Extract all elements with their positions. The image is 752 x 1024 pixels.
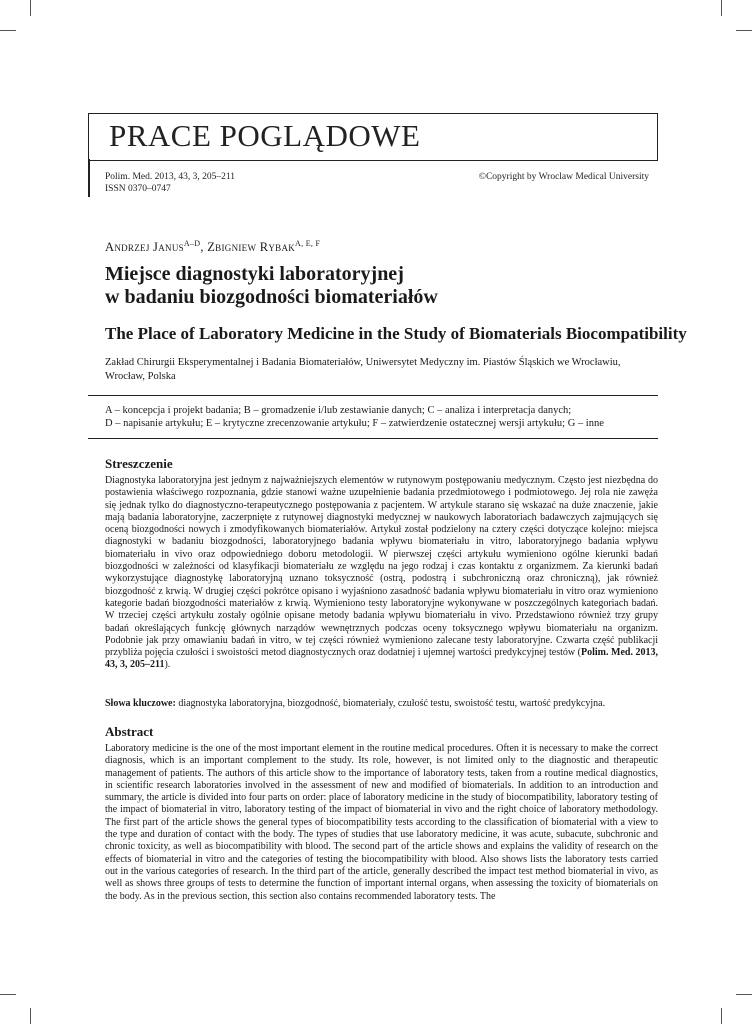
copyright-line: ©Copyright by Wroclaw Medical University bbox=[478, 172, 649, 182]
title-line: Miejsce diagnostyki laboratoryjnej bbox=[105, 263, 404, 285]
section-header-box bbox=[88, 113, 658, 161]
crop-mark bbox=[736, 994, 752, 995]
author-contribution: A–D bbox=[183, 239, 201, 248]
affiliation: Zakład Chirurgii Eksperymentalnej i Badania Biomateriałów, Uniwersytet Medyczny im. Piastów Śląskich we Wrocławiu, Wrocław, Polska bbox=[105, 357, 621, 382]
title-line: w badaniu biozgodności biomateriałów bbox=[105, 286, 438, 308]
summary-end: ). bbox=[164, 659, 171, 671]
article-title-english: The Place of Laboratory Medicine in the Study of Biomaterials Biocompatibility bbox=[105, 324, 687, 343]
author-contributions bbox=[105, 404, 650, 430]
crop-mark bbox=[0, 994, 16, 995]
keywords-label: Słowa kluczowe: bbox=[105, 698, 176, 709]
keywords-text: diagnostyka laboratoryjna, biozgodność, biomateriały, czułość testu, swoistość testu, wartość predykcyjna. bbox=[175, 698, 606, 709]
author-name: Andrzej Janus bbox=[105, 240, 184, 255]
abstract-heading: Abstract bbox=[105, 724, 154, 739]
divider bbox=[88, 438, 658, 439]
article-title-polish bbox=[105, 263, 438, 309]
divider bbox=[88, 395, 658, 396]
contributions-line: A – koncepcja i projekt badania; B – gromadzenie i/lub zestawianie danych; C – analiza i interpretacja danych; bbox=[105, 405, 572, 416]
citation-line: Polim. Med. 2013, 43, 3, 205–211 bbox=[105, 172, 236, 182]
section-title: PRACE POGLĄDOWE bbox=[109, 118, 421, 153]
crop-mark bbox=[30, 0, 31, 16]
crop-mark bbox=[0, 30, 16, 31]
abstract-body: Laboratory medicine is the one of the most important element in the routine medical procedures. Often it is necessary to make the correct diagnosis, which is an important complement to the study. Its role, however, is not limited only to the diagnostic and therapeutic management of patients. The authors of this article show to the importance of laboratory tests, taken from a routine medical diagnostics, in scientific research laboratories involved in the assessment of new and modified of biomaterials. In addition to an introduction and summary, the article is divided into four parts on order: place of laboratory medicine in the study of biocompatibility, laboratory testing of the impact of biomaterial in vitro, laboratory testing of the impact of biomaterial in vivo and the right choice of laboratory methodology. The first part of the article shows the general types of biocompatibility tests according to the classification of biomaterial with a view to the type and duration of contact with the body. The types of studies that use laboratory medicine, it was acute, subacute, subchronic and chronic toxicity, as well as biocompatibility with blood. The second part of the article shows and explains the validity of research on the effects of biomaterial in vitro and the categories of testing the biocompatibility with blood. Also shows lists the laboratory tests carried out in the various categories of research. In the third part of the article, generally described the impact test method biomaterial in vivo, as well as shows three groups of tests to determine the function of important internal organs, when assessing the toxicity of biomaterials on the body. As in the previous section, this section also contains recommended laboratory tests. The bbox=[105, 743, 658, 902]
summary-body: Diagnostyka laboratoryjna jest jednym z najważniejszych elementów w rutynowym postępowaniu medycznym. Często jest niezbędna do postawienia właściwego rozpoznania, gdzie stanowi ważne uzupełnienie badania przedmiotowego i podmiotowego. Jej rola nie zawęża się jednak tylko do diagnostyczno-terapeutycznego postępowania z pacjentem. W artykule starano się wskazać na duże znaczenie, jakie mają badania laboratoryjne, zaczerpnięte z rutynowej diagnostyki medycznej w naukowych laboratoriach badawczych zajmujących się oceną biozgodności nowych i zmodyfikowanych biomateriałów. Artykuł został podzielony na cztery części dotyczące kolejno: miejsca diagnostyki w badaniu biozgodności, laboratoryjnego badania wpływu biomateriału in vitro, laboratoryjnego badania wpływu biomateriału in vivo oraz odpowiedniego doboru metodologii. W pierwszej części artykułu wymieniono ogólne kierunki badań biozgodności w zależności od klasyfikacji biomateriału ze względu na jego rodzaj i czas kontaktu z organizmem. Za kierunki badań wykorzystujące diagnostykę laboratoryjną uznano toksyczność (ostrą, podostrą i subchroniczną oraz chroniczną), jak również biozgodność z krwią. W drugiej części pokrótce opisano i wyjaśniono zasadność badania wpływu biomateriału in vitro oraz wymieniono kategorie badań biozgodności materiałów z krwią. Wymieniono testy laboratoryjne wykonywane w poszczególnych kategoriach badań. W trzeciej części artykułu zostały ogólnie opisane metody badania wpływu biomateriału in vivo. Przedstawiono również trzy grupy badań określających funkcję głównych narządów wewnętrznych podczas oceny toksycznego wpływu biomateriału na organizm. Podobnie jak przy omawianiu badań in vitro, w tej części również wymieniono zalecane testy laboratoryjne. Czwarta część publikacji przybliża pojęcia czułości i swoistości metod diagnostycznych oraz dodatniej i ujemnej wartości predykcyjnej testów ( bbox=[105, 475, 658, 659]
author-contribution: A, E, F bbox=[295, 239, 321, 248]
author-separator: , bbox=[200, 240, 208, 255]
author-name: Zbigniew Rybak bbox=[207, 240, 296, 255]
contributions-line: D – napisanie artykułu; E – krytyczne zrecenzowanie artykułu; F – zatwierdzenie ostatecznej wersji artykułu; G – inne bbox=[105, 418, 604, 429]
summary-text bbox=[105, 475, 658, 672]
crop-mark bbox=[736, 30, 752, 31]
keywords bbox=[105, 698, 658, 710]
authors-line bbox=[105, 239, 320, 255]
crop-mark bbox=[721, 0, 722, 16]
abstract-text bbox=[105, 743, 658, 903]
summary-citation: Polim. Med. 2013, 43, 3, 205–211 bbox=[105, 647, 658, 671]
header-divider bbox=[88, 159, 90, 197]
summary-heading: Streszczenie bbox=[105, 456, 173, 471]
crop-mark bbox=[30, 1008, 31, 1024]
crop-mark bbox=[721, 1008, 722, 1024]
issn-line: ISSN 0370–0747 bbox=[105, 184, 171, 194]
